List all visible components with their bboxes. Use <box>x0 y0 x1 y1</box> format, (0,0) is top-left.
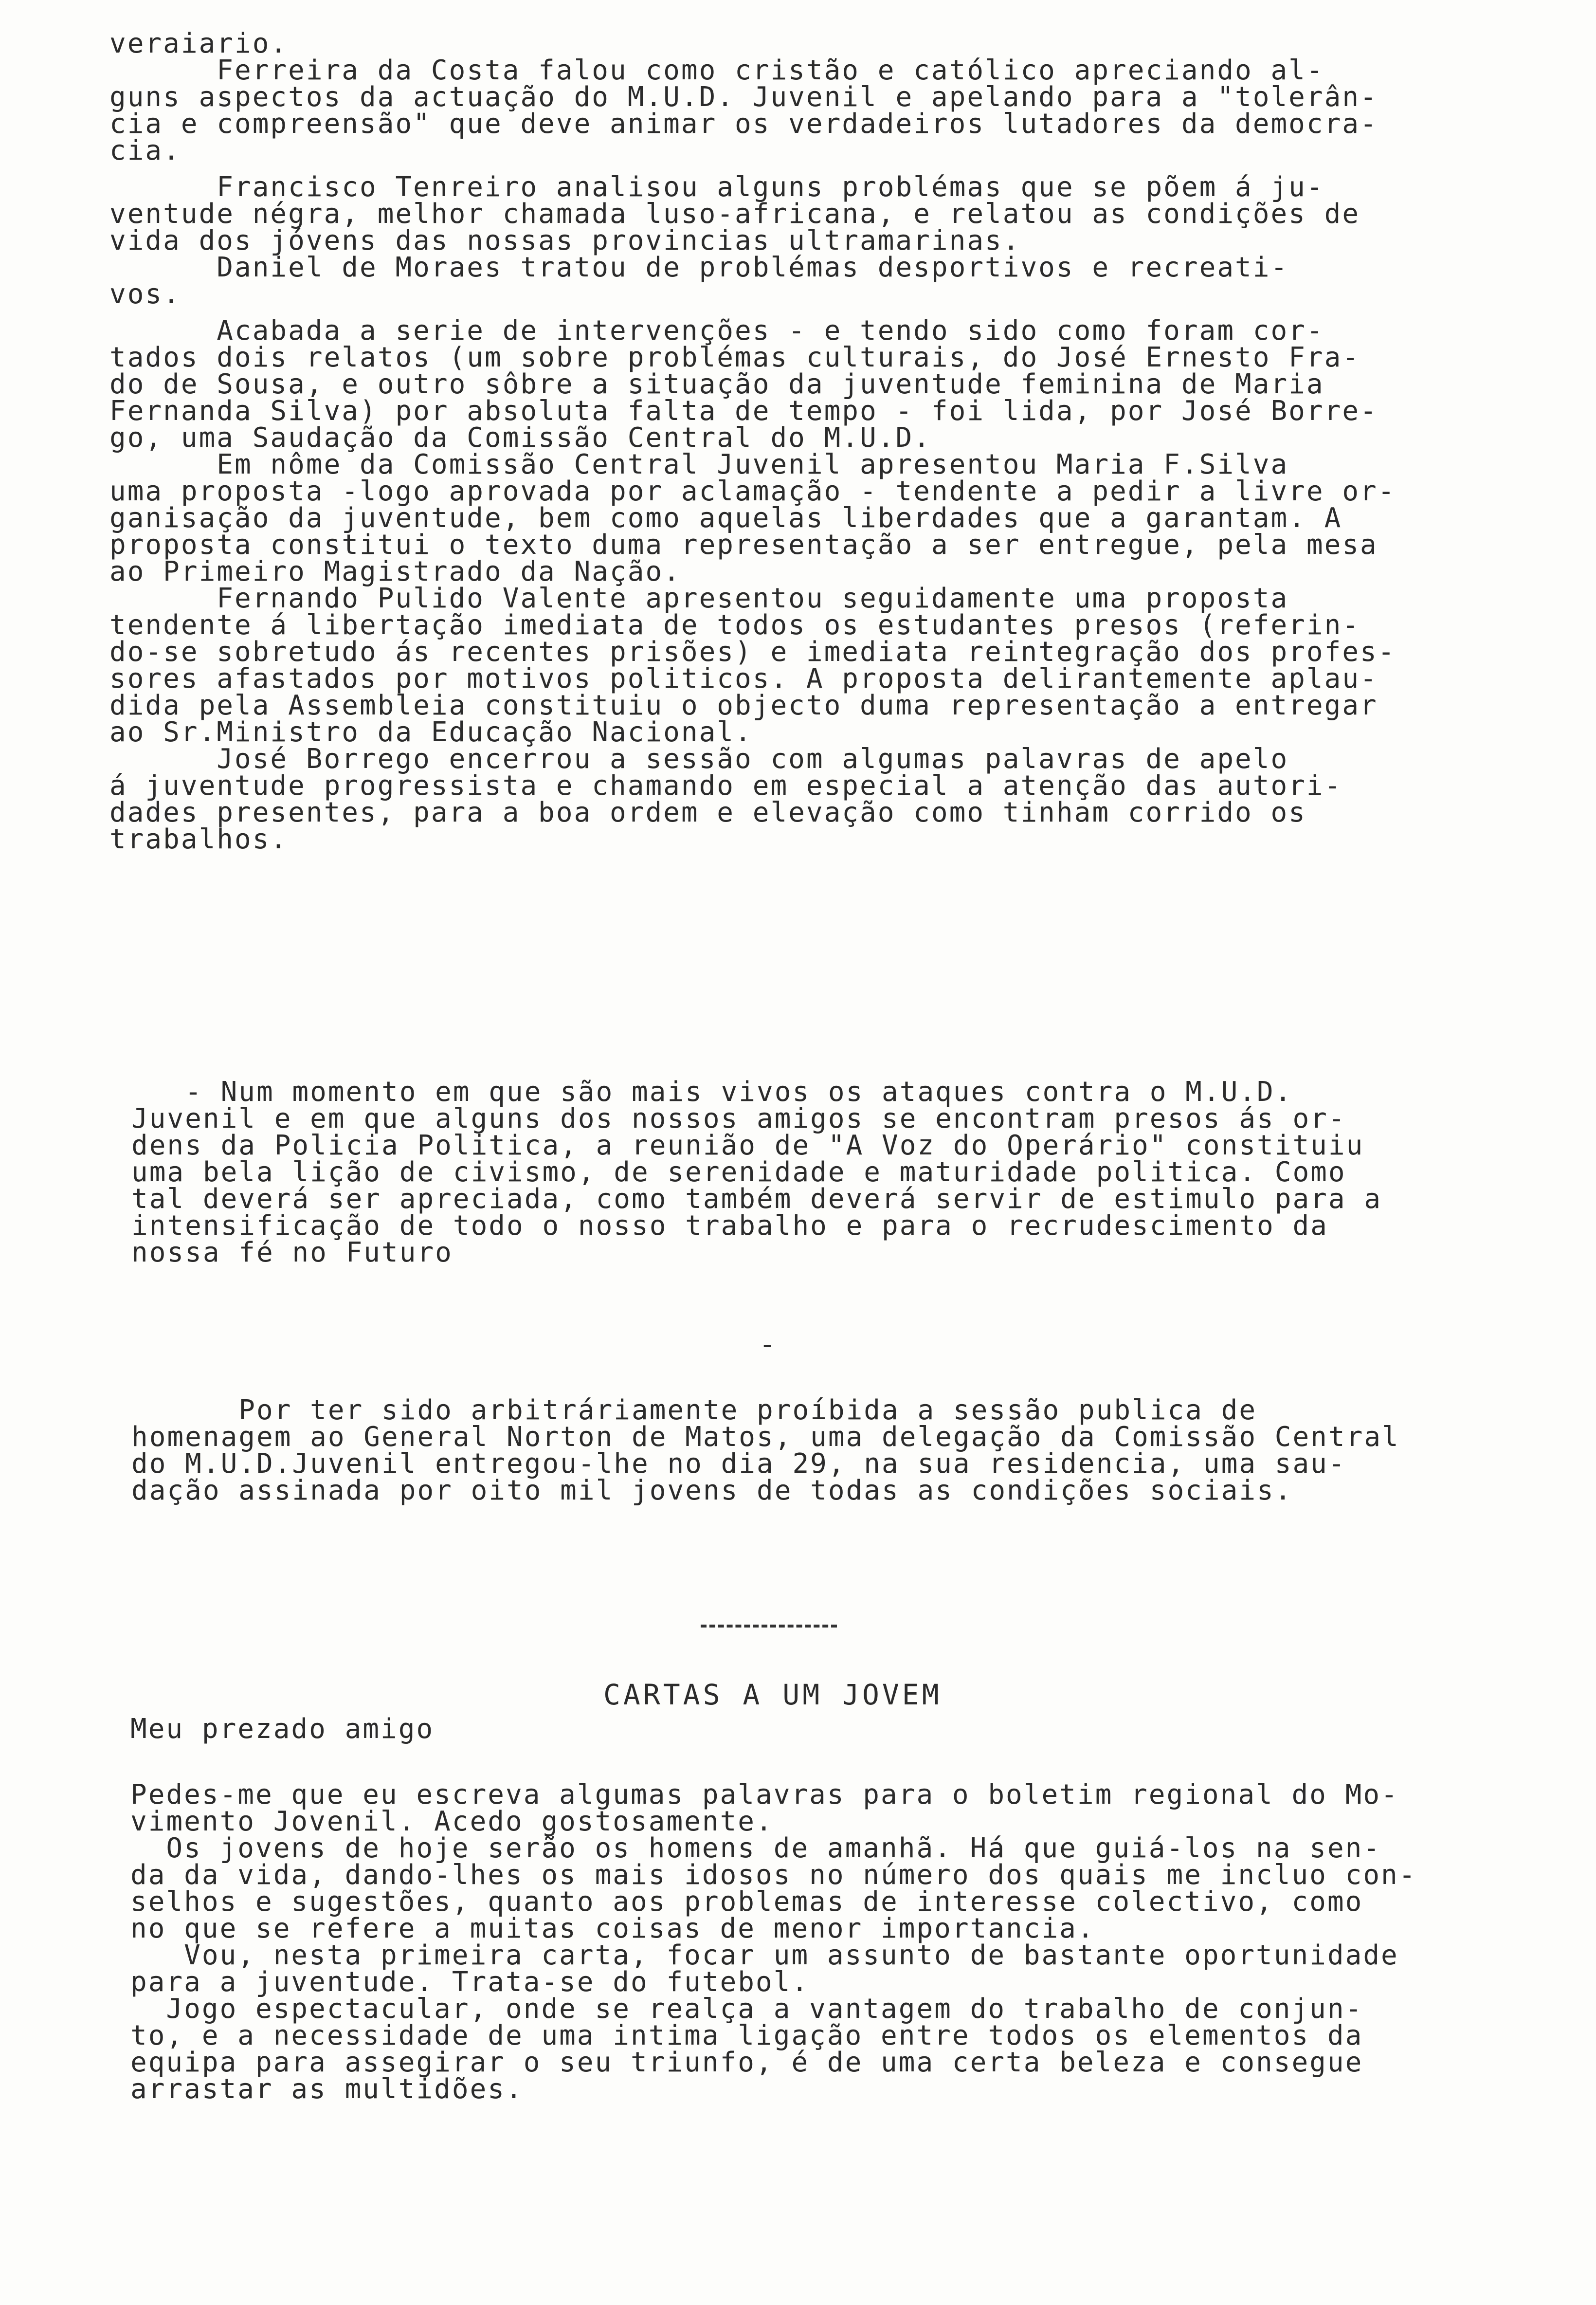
text-line: José Borrego encerrou a sessão com algumas palavras de apelo <box>109 743 1289 775</box>
text-line: homenagem ao General Norton de Matos, uma delegação da Comissão Central <box>131 1421 1400 1453</box>
text-line: - Num momento em que são mais vivos os ataques contra o M.U.D. <box>131 1076 1293 1108</box>
text-line: guns aspectos da actuação do M.U.D. Juvenil e apelando para a "tolerân- <box>109 81 1378 113</box>
text-line: ao Primeiro Magistrado da Nação. <box>109 556 681 587</box>
text-line: vimento Jovenil. Acedo gostosamente. <box>130 1806 774 1837</box>
text-line: para a juventude. Trata-se do futebol. <box>130 1966 810 1998</box>
text-line: do M.U.D.Juvenil entregou-lhe no dia 29, na sua residencia, uma sau- <box>131 1448 1346 1480</box>
text-line: tal deverá ser apreciada, como também deverá servir de estimulo para a <box>131 1183 1382 1215</box>
letter-body <box>130 1781 1522 2103</box>
text-line: Acabada a serie de intervenções - e tendo sido como foram cor- <box>109 315 1324 347</box>
letters-heading: CARTAS A UM JOVEM <box>603 1678 942 1711</box>
salutation-line: Meu prezado amigo <box>130 1713 435 1745</box>
text-line: nossa fé no Futuro <box>131 1237 453 1268</box>
text-line: Fernando Pulido Valente apresentou seguidamente uma proposta <box>109 583 1289 614</box>
text-line: Juvenil e em que alguns dos nossos amigos se encontram presos ás or- <box>131 1103 1346 1134</box>
text-line: cia. <box>109 135 181 166</box>
report-section <box>109 30 1501 853</box>
text-line: to, e a necessidade de uma intima ligação entre todos os elementos da <box>130 2020 1363 2051</box>
text-line: Por ter sido arbitráriamente proíbida a sessão publica de <box>131 1394 1257 1426</box>
text-line: dades presentes, para a boa ordem e elevação como tinham corrido os <box>109 797 1306 828</box>
text-line: Vou, nesta primeira carta, focar um assunto de bastante oportunidade <box>130 1939 1399 1971</box>
text-line: go, uma Saudação da Comissão Central do M.U.D. <box>109 422 931 454</box>
text-line: ganisação da juventude, bem como aquelas liberdades que a garantam. A <box>109 502 1342 534</box>
text-line: uma bela lição de civismo, de serenidade e maturidade politica. Como <box>131 1156 1346 1188</box>
text-line: ao Sr.Ministro da Educação Nacional. <box>109 716 753 748</box>
text-line: ventude négra, melhor chamada luso-africana, e relatou as condições de <box>109 198 1360 230</box>
text-line: equipa para assegirar o seu triunfo, é de uma certa beleza e consegue <box>130 2047 1363 2078</box>
text-line: Jogo espectacular, onde se realça a vantagem do trabalho de conjun- <box>130 1993 1363 2025</box>
text-line: proposta constitui o texto duma representação a ser entregue, pela mesa <box>109 529 1378 561</box>
text-line: dida pela Assembleia constituiu o objecto duma representação a entregar <box>109 690 1378 721</box>
text-line: Francisco Tenreiro analisou alguns problémas que se põem á ju- <box>109 171 1324 203</box>
text-line: uma proposta -logo aprovada por aclamação - tendente a pedir a livre or- <box>109 476 1396 507</box>
text-line: Pedes-me que eu escreva algumas palavras para o boletim regional do Mo- <box>130 1779 1399 1811</box>
text-line: á juventude progressista e chamando em especial a atenção das autori- <box>109 770 1342 802</box>
text-line: no que se refere a muitas coisas de menor importancia. <box>130 1913 1095 1944</box>
text-line: Em nôme da Comissão Central Juvenil apresentou Maria F.Silva <box>109 449 1289 480</box>
text-line: do-se sobretudo ás recentes prisões) e imediata reintegração dos profes- <box>109 636 1396 668</box>
section-separator <box>701 1625 837 1628</box>
text-line: da da vida, dando-lhes os mais idosos no número dos quais me incluo con- <box>130 1859 1417 1891</box>
text-line: cia e compreensão" que deve animar os verdadeiros lutadores da democra- <box>109 108 1378 140</box>
commentary-section <box>131 1076 1523 1268</box>
text-line: dens da Policia Politica, a reunião de "A Voz do Operário" constituiu <box>131 1130 1364 1161</box>
text-line: dação assinada por oito mil jovens de todas as condições sociais. <box>131 1475 1293 1506</box>
text-line: intensificação de todo o nosso trabalho e para o recrudescimento da <box>131 1210 1328 1242</box>
text-line: veraiario. <box>109 28 289 59</box>
text-line: tados dois relatos (um sobre problémas culturais, do José Ernesto Fra- <box>109 342 1360 373</box>
text-line: selhos e sugestões, quanto aos problemas de interesse colectivo, como <box>130 1886 1363 1918</box>
text-line: Ferreira da Costa falou como cristão e católico apreciando al- <box>109 55 1324 86</box>
letter-salutation <box>130 1713 1522 1745</box>
section-divider: - <box>759 1329 776 1360</box>
text-line: Daniel de Moraes tratou de problémas desportivos e recreati- <box>109 252 1289 283</box>
text-line: sores afastados por motivos politicos. A proposta delirantemente aplau- <box>109 663 1378 695</box>
text-line: Os jovens de hoje serão os homens de amanhã. Há que guiá-los na sen- <box>130 1832 1381 1864</box>
text-line: vos. <box>109 278 181 310</box>
text-line: trabalhos. <box>109 823 289 855</box>
homage-section <box>131 1394 1523 1506</box>
text-line: Fernanda Silva) por absoluta falta de tempo - foi lida, por José Borre- <box>109 395 1378 427</box>
text-line: arrastar as multidões. <box>130 2073 524 2105</box>
text-line: vida dos jóvens das nossas provincias ultramarinas. <box>109 225 1021 256</box>
text-line: tendente á libertação imediata de todos os estudantes presos (referin- <box>109 609 1360 641</box>
text-line: do de Sousa, e outro sôbre a situação da juventude feminina de Maria <box>109 368 1324 400</box>
